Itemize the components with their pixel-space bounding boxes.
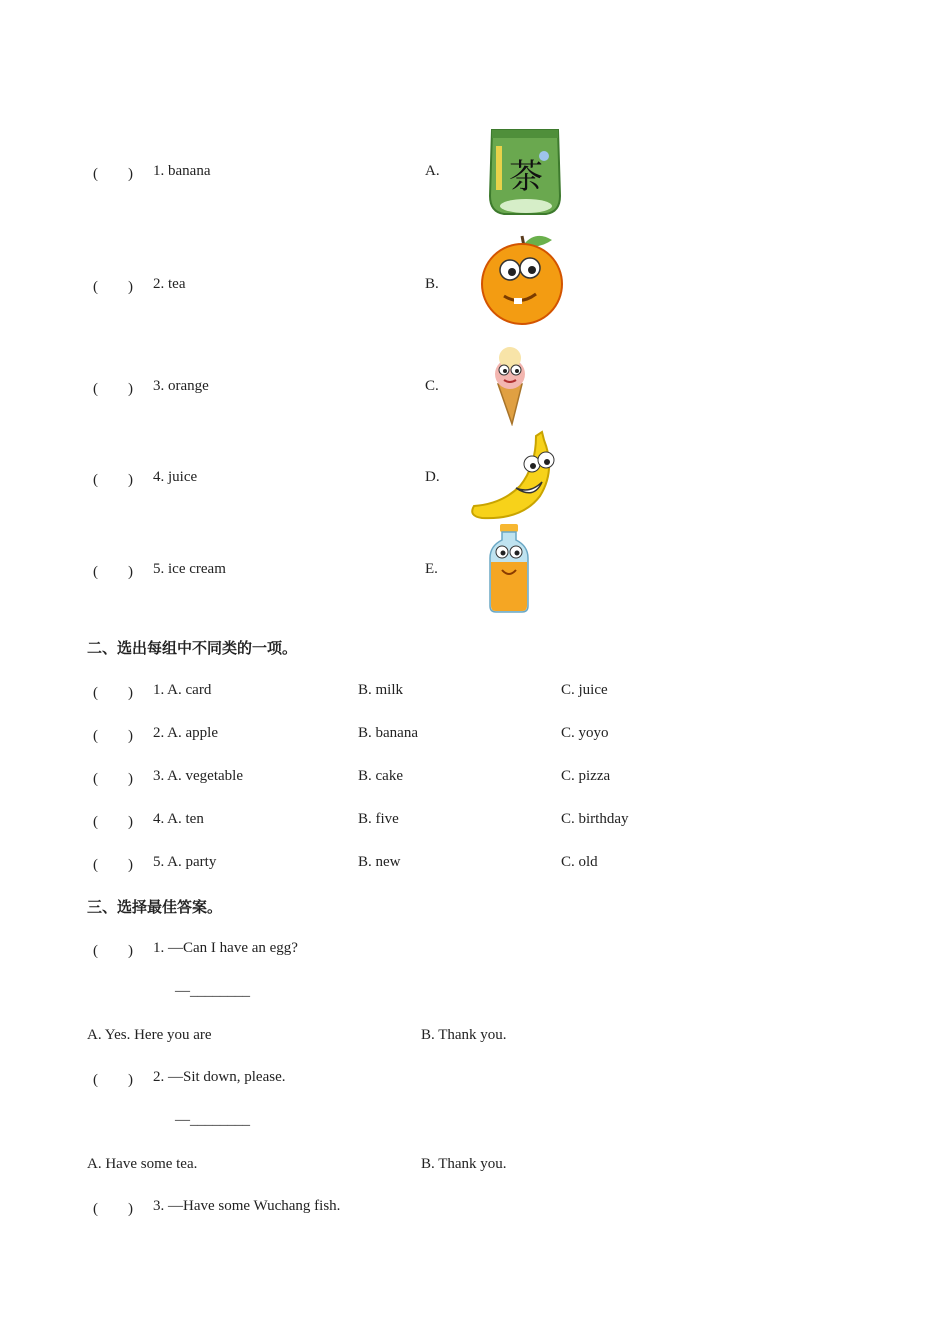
choice-a: A. Have some tea. (87, 1156, 198, 1172)
answer-paren[interactable]: ( ) (93, 279, 133, 295)
answer-blank[interactable]: —________ (175, 983, 250, 999)
option-letter: C. (425, 378, 439, 394)
option-b: B. milk (358, 682, 404, 698)
match-word: 1. banana (153, 163, 211, 179)
question-text: 3. —Have some Wuchang fish. (153, 1198, 341, 1214)
option-a: 3. A. vegetable (153, 768, 243, 784)
tea-character-label: 茶 (509, 157, 543, 197)
choice-b: B. Thank you. (421, 1027, 507, 1043)
tea-package-picture (486, 126, 564, 218)
option-b: B. five (358, 811, 399, 827)
option-letter: B. (425, 276, 439, 292)
ice-cream-picture (486, 344, 534, 426)
option-letter: E. (425, 561, 438, 577)
option-c: C. birthday (561, 811, 629, 827)
section-3-title: 三、选择最佳答案。 (87, 898, 223, 916)
orange-picture (474, 230, 570, 326)
option-b: B. banana (358, 725, 418, 741)
option-a: 4. A. ten (153, 811, 204, 827)
match-word: 5. ice cream (153, 561, 226, 577)
option-a: 5. A. party (153, 854, 217, 870)
option-b: B. new (358, 854, 401, 870)
option-c: C. pizza (561, 768, 611, 784)
option-letter: D. (425, 469, 440, 485)
option-b: B. cake (358, 768, 403, 784)
answer-paren[interactable]: ( ) (93, 472, 133, 488)
option-c: C. yoyo (561, 725, 609, 741)
match-word: 2. tea (153, 276, 186, 292)
answer-paren[interactable]: ( ) (93, 564, 133, 580)
answer-paren[interactable]: ( ) (93, 1201, 133, 1217)
match-word: 3. orange (153, 378, 209, 394)
juice-bottle-picture (486, 522, 532, 614)
option-a: 2. A. apple (153, 725, 218, 741)
question-text: 2. —Sit down, please. (153, 1069, 286, 1085)
choice-a: A. Yes. Here you are (87, 1027, 212, 1043)
answer-paren[interactable]: ( ) (93, 728, 133, 744)
answer-paren[interactable]: ( ) (93, 943, 133, 959)
answer-paren[interactable]: ( ) (93, 814, 133, 830)
choice-b: B. Thank you. (421, 1156, 507, 1172)
answer-paren[interactable]: ( ) (93, 166, 133, 182)
answer-paren[interactable]: ( ) (93, 1072, 133, 1088)
option-c: C. old (561, 854, 598, 870)
answer-paren[interactable]: ( ) (93, 685, 133, 701)
answer-paren[interactable]: ( ) (93, 381, 133, 397)
banana-picture (452, 430, 574, 524)
section-2-title: 二、选出每组中不同类的一项。 (87, 639, 298, 657)
option-letter: A. (425, 163, 440, 179)
question-text: 1. —Can I have an egg? (153, 940, 298, 956)
answer-blank[interactable]: —________ (175, 1112, 250, 1128)
answer-paren[interactable]: ( ) (93, 771, 133, 787)
answer-paren[interactable]: ( ) (93, 857, 133, 873)
match-word: 4. juice (153, 469, 198, 485)
option-c: C. juice (561, 682, 608, 698)
option-a: 1. A. card (153, 682, 212, 698)
